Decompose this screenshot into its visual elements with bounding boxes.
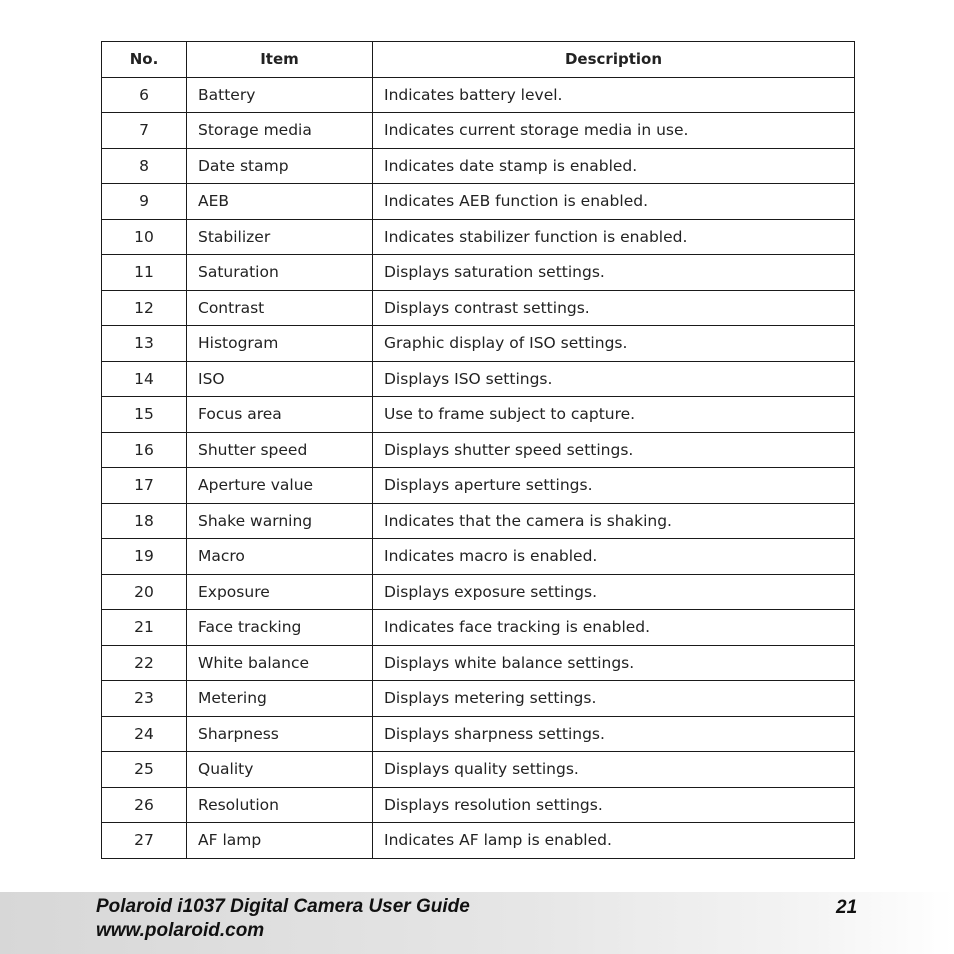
row-description-cell: Displays resolution settings.: [373, 787, 855, 823]
table-row: [102, 361, 855, 397]
row-number-cell: 27: [102, 823, 187, 859]
table-row: [102, 219, 855, 255]
row-description-cell: Indicates that the camera is shaking.: [373, 503, 855, 539]
header-item: Item: [187, 42, 373, 78]
row-item-cell: Storage media: [187, 113, 373, 149]
table-row: [102, 468, 855, 504]
row-number-cell: 11: [102, 255, 187, 291]
row-number-cell: 7: [102, 113, 187, 149]
row-number-cell: 25: [102, 752, 187, 788]
row-description-cell: Displays shutter speed settings.: [373, 432, 855, 468]
row-item-cell: Stabilizer: [187, 219, 373, 255]
row-description-cell: Indicates date stamp is enabled.: [373, 148, 855, 184]
table-row: [102, 255, 855, 291]
row-number-cell: 24: [102, 716, 187, 752]
row-number-cell: 13: [102, 326, 187, 362]
row-item-cell: Contrast: [187, 290, 373, 326]
row-description-cell: Displays exposure settings.: [373, 574, 855, 610]
table-row: [102, 787, 855, 823]
header-description: Description: [373, 42, 855, 78]
row-number-cell: 6: [102, 77, 187, 113]
table-row: [102, 610, 855, 646]
row-description-cell: Use to frame subject to capture.: [373, 397, 855, 433]
footer-title: Polaroid i1037 Digital Camera User Guide: [96, 896, 470, 917]
row-number-cell: 21: [102, 610, 187, 646]
table-row: [102, 326, 855, 362]
row-item-cell: ISO: [187, 361, 373, 397]
table-row: [102, 77, 855, 113]
row-number-cell: 18: [102, 503, 187, 539]
table-row: [102, 503, 855, 539]
row-number-cell: 20: [102, 574, 187, 610]
row-number-cell: 15: [102, 397, 187, 433]
table-row: [102, 645, 855, 681]
row-item-cell: AF lamp: [187, 823, 373, 859]
row-number-cell: 19: [102, 539, 187, 575]
row-description-cell: Indicates AEB function is enabled.: [373, 184, 855, 220]
table-row: [102, 752, 855, 788]
row-item-cell: Saturation: [187, 255, 373, 291]
row-number-cell: 17: [102, 468, 187, 504]
row-item-cell: White balance: [187, 645, 373, 681]
table-row: [102, 574, 855, 610]
row-description-cell: Indicates face tracking is enabled.: [373, 610, 855, 646]
row-item-cell: Resolution: [187, 787, 373, 823]
row-item-cell: Shutter speed: [187, 432, 373, 468]
row-number-cell: 12: [102, 290, 187, 326]
table-row: [102, 823, 855, 859]
row-description-cell: Indicates stabilizer function is enabled.: [373, 219, 855, 255]
row-number-cell: 26: [102, 787, 187, 823]
row-number-cell: 23: [102, 681, 187, 717]
row-number-cell: 16: [102, 432, 187, 468]
row-number-cell: 10: [102, 219, 187, 255]
row-description-cell: Displays metering settings.: [373, 681, 855, 717]
table-row: [102, 113, 855, 149]
row-number-cell: 14: [102, 361, 187, 397]
table-row: [102, 539, 855, 575]
header-no: No.: [102, 42, 187, 78]
table-row: [102, 148, 855, 184]
footer-bar: [0, 892, 954, 954]
row-number-cell: 8: [102, 148, 187, 184]
row-description-cell: Displays white balance settings.: [373, 645, 855, 681]
row-item-cell: Quality: [187, 752, 373, 788]
row-item-cell: Shake warning: [187, 503, 373, 539]
row-description-cell: Displays contrast settings.: [373, 290, 855, 326]
row-description-cell: Displays quality settings.: [373, 752, 855, 788]
table-row: [102, 716, 855, 752]
row-item-cell: Sharpness: [187, 716, 373, 752]
row-item-cell: Face tracking: [187, 610, 373, 646]
indicator-table: [101, 41, 855, 859]
row-number-cell: 22: [102, 645, 187, 681]
row-item-cell: Histogram: [187, 326, 373, 362]
row-description-cell: Graphic display of ISO settings.: [373, 326, 855, 362]
row-description-cell: Displays aperture settings.: [373, 468, 855, 504]
row-item-cell: Metering: [187, 681, 373, 717]
footer-url: www.polaroid.com: [96, 920, 265, 941]
table-row: [102, 397, 855, 433]
row-description-cell: Displays sharpness settings.: [373, 716, 855, 752]
table-row: [102, 184, 855, 220]
row-item-cell: Battery: [187, 77, 373, 113]
row-description-cell: Indicates macro is enabled.: [373, 539, 855, 575]
row-description-cell: Displays saturation settings.: [373, 255, 855, 291]
row-description-cell: Indicates AF lamp is enabled.: [373, 823, 855, 859]
table-header-row: [102, 42, 855, 78]
row-number-cell: 9: [102, 184, 187, 220]
table-row: [102, 432, 855, 468]
table-row: [102, 681, 855, 717]
table-body: [102, 77, 855, 858]
row-item-cell: Date stamp: [187, 148, 373, 184]
row-description-cell: Indicates battery level.: [373, 77, 855, 113]
row-item-cell: Macro: [187, 539, 373, 575]
row-item-cell: AEB: [187, 184, 373, 220]
table-row: [102, 290, 855, 326]
row-description-cell: Displays ISO settings.: [373, 361, 855, 397]
row-description-cell: Indicates current storage media in use.: [373, 113, 855, 149]
row-item-cell: Aperture value: [187, 468, 373, 504]
row-item-cell: Focus area: [187, 397, 373, 433]
row-item-cell: Exposure: [187, 574, 373, 610]
page-number: 21: [836, 897, 858, 918]
